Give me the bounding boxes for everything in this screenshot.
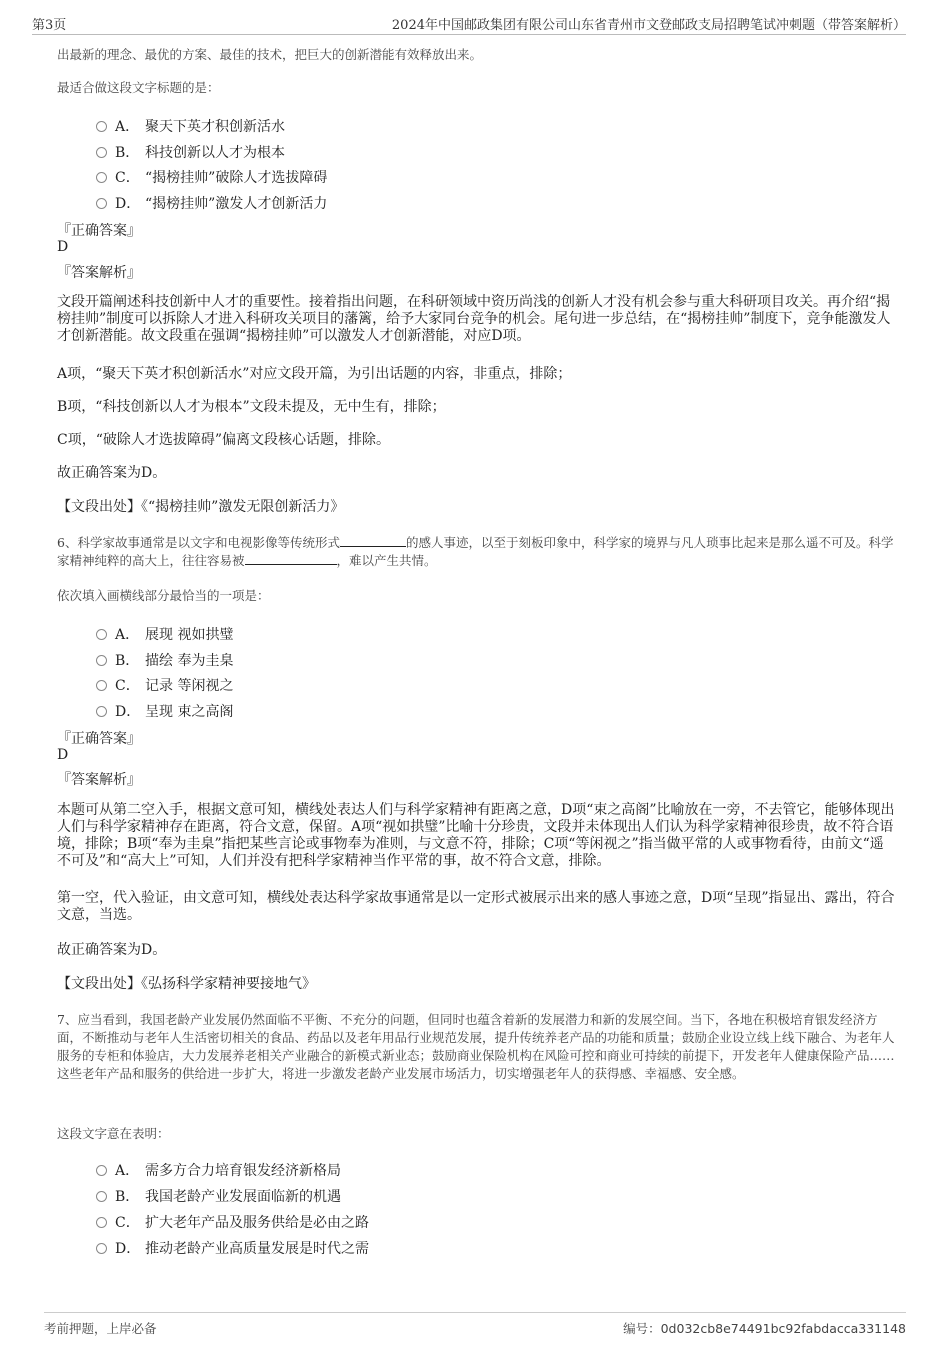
q6-source: 【文段出处】《弘扬科学家精神要接地气》 <box>57 976 316 992</box>
q7-option-b[interactable]: B． 我国老龄产业发展面临新的机遇 <box>96 1186 341 1206</box>
radio-icon[interactable] <box>96 629 107 640</box>
q6-option-c[interactable]: C． 记录 等闲视之 <box>96 675 233 695</box>
q6-option-a[interactable]: A． 展现 视如拱璧 <box>96 624 233 644</box>
q5-analysis-b: B项，“科技创新以人才为根本”文段未提及，无中生有，排除； <box>57 399 446 415</box>
q7-option-c[interactable]: C． 扩大老年产品及服务供给是必由之路 <box>96 1212 369 1232</box>
page-header <box>32 14 906 35</box>
blank-2 <box>245 552 337 565</box>
q6-option-d[interactable]: D． 呈现 束之高阁 <box>96 701 233 721</box>
page-footer <box>44 1312 906 1337</box>
q7-option-d[interactable]: D． 推动老龄产业高质量发展是时代之需 <box>96 1238 369 1258</box>
document-code: 编号：0d032cb8e74491bc92fabdacca331148 <box>623 1321 906 1336</box>
document-title: 2024年中国邮政集团有限公司山东省青州市文登邮政支局招聘笔试冲刺题（带答案解析） <box>391 18 906 33</box>
radio-icon[interactable] <box>96 121 107 132</box>
q6-question: 依次填入画横线部分最恰当的一项是： <box>57 588 270 603</box>
q7-question: 这段文字意在表明： <box>57 1126 170 1141</box>
radio-icon[interactable] <box>96 655 107 666</box>
q6-conclusion: 故正确答案为D。 <box>57 942 167 958</box>
radio-icon[interactable] <box>96 147 107 158</box>
radio-icon[interactable] <box>96 198 107 209</box>
q5-option-c[interactable]: C． “揭榜挂帅”破除人才选拔障碍 <box>96 167 327 187</box>
q5-question: 最适合做这段文字标题的是： <box>57 80 220 95</box>
q5-analysis-label: 『答案解析』 <box>57 265 141 281</box>
q5-analysis-a: A项，“聚天下英才积创新活水”对应文段开篇，为引出话题的内容，非重点，排除； <box>57 366 572 382</box>
q6-answer: D <box>57 747 69 763</box>
q5-stem-tail: 出最新的理念、最优的方案、最佳的技术，把巨大的创新潜能有效释放出来。 <box>57 47 483 62</box>
radio-icon[interactable] <box>96 680 107 691</box>
q5-analysis-c: C项，“破除人才选拔障碍”偏离文段核心话题，排除。 <box>57 432 391 448</box>
q5-option-b[interactable]: B． 科技创新以人才为根本 <box>96 142 285 162</box>
q6-analysis-label: 『答案解析』 <box>57 772 141 788</box>
radio-icon[interactable] <box>96 1165 107 1176</box>
radio-icon[interactable] <box>96 1217 107 1228</box>
q5-option-d[interactable]: D． “揭榜挂帅”激发人才创新活力 <box>96 193 327 213</box>
q6-option-b[interactable]: B． 描绘 奉为圭臬 <box>96 650 233 670</box>
footer-slogan: 考前押题，上岸必备 <box>44 1321 157 1336</box>
q5-option-a[interactable]: A． 聚天下英才积创新活水 <box>96 116 285 136</box>
radio-icon[interactable] <box>96 172 107 183</box>
q5-source: 【文段出处】《“揭榜挂帅”激发无限创新活力》 <box>57 499 345 515</box>
radio-icon[interactable] <box>96 1243 107 1254</box>
page-number: 第3页 <box>32 18 67 33</box>
q5-answer-label: 『正确答案』 <box>57 223 141 239</box>
blank-1 <box>340 534 406 547</box>
q7-option-a[interactable]: A． 需多方合力培育银发经济新格局 <box>96 1160 341 1180</box>
q5-analysis-main: 文段开篇阐述科技创新中人才的重要性。接着指出问题，在科研领域中资历尚浅的创新人才没有机会参与重大科研项目攻关。再介绍“揭榜挂帅”制度可以拆除人才进入科研攻关项目的藩篱，给予大家同台竞争的机会。尾句进一步总结，在“揭榜挂帅”制度下，竞争能激发人才创新潜能。故文段重在强调“揭榜挂帅”可以激发人才创新潜能，对应D项。 <box>57 294 891 344</box>
radio-icon[interactable] <box>96 1191 107 1202</box>
q5-conclusion: 故正确答案为D。 <box>57 465 167 481</box>
q6-analysis-first-blank: 第一空，代入验证，由文意可知，横线处表达科学家故事通常是以一定形式被展示出来的感人事迹之意，D项“呈现”指显出、露出，符合文意，当选。 <box>57 890 895 923</box>
q7-stem: 7、应当看到，我国老龄产业发展仍然面临不平衡、不充分的问题，但同时也蕴含着新的发展潜力和新的发展空间。当下，各地在积极培育银发经济方面，不断推动与老年人生活密切相关的食品、药品以及老年用品行业规范发展，提升传统养老产品的功能和质量；鼓励企业设立线上线下融合、为老年人服务的专柜和体验店，大力发展养老相关产业融合的新模式新业态；鼓励商业保险机构在风险可控和商业可持续的前提下，开发老年人健康保险产品……这些老年产品和服务的供给进一步扩大，将进一步激发老龄产业发展市场活力，切实增强老年人的获得感、幸福感、安全感。 <box>57 1012 895 1081</box>
q5-answer: D <box>57 239 69 255</box>
q6-answer-label: 『正确答案』 <box>57 731 141 747</box>
q6-analysis-main: 本题可从第二空入手，根据文意可知，横线处表达人们与科学家精神有距离之意，D项“束之高阁”比喻放在一旁，不去管它，能够体现出人们与科学家精神存在距离，符合文意，保留。A项“视如拱璧”比喻十分珍贵，文段并未体现出人们认为科学家精神很珍贵，故不符合语境，排除；B项“奉为圭臬”指把某些言论或事物奉为准则，与文意不符，排除；C项“等闲视之”指当做平常的人或事物看待，由前文“遥不可及”和“高大上”可知，人们并没有把科学家精神当作平常的事，故不符合文意，排除。 <box>57 802 895 869</box>
radio-icon[interactable] <box>96 706 107 717</box>
q6-stem: 6、科学家故事通常是以文字和电视影像等传统形式 的感人事迹，以至于刻板印象中，科学家的境界与凡人琐事比起来是那么遥不可及。科学家精神纯粹的高大上，往往容易被 ，难以产生共情。 <box>57 535 894 568</box>
